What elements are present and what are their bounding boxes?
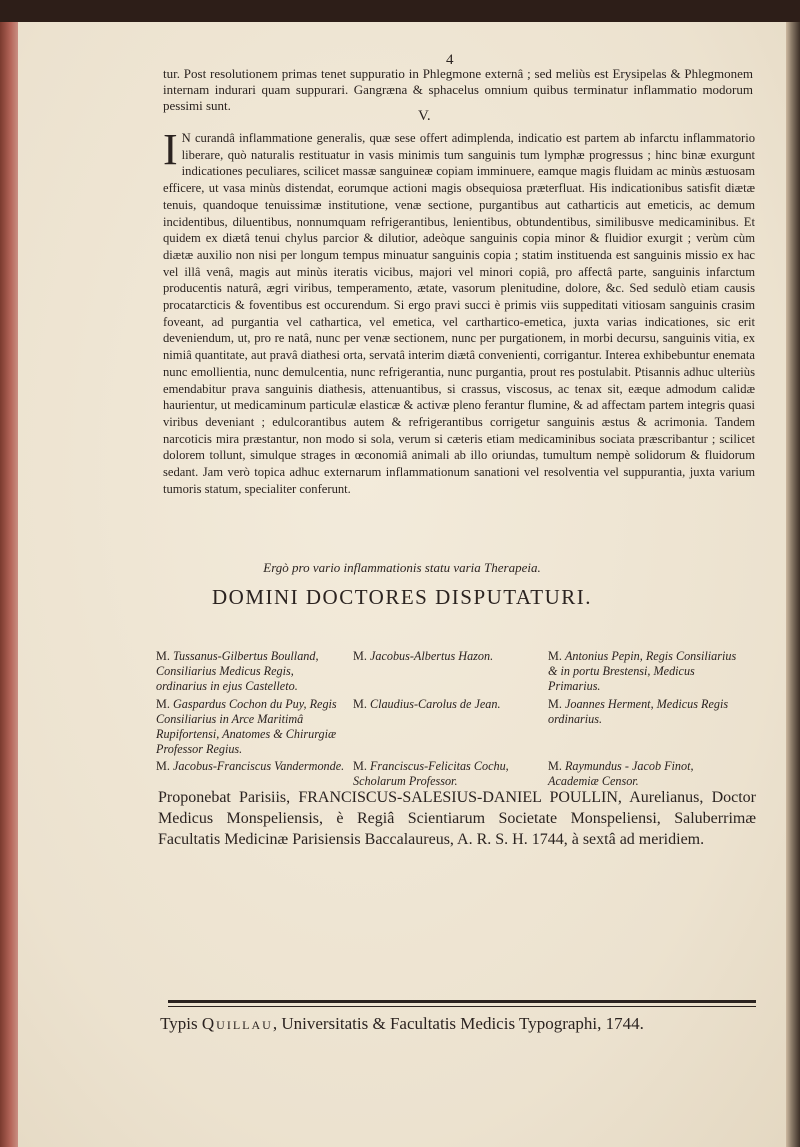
proponebat-paragraph: Proponebat Parisiis, FRANCISCUS-SALESIUS-DANIEL POULLIN, Aurelianus, Doctor Medicus Monspeliensis, è Regiâ Scientiarum Societate Monspeliensi, Saluberrimæ Facultatis Medicinæ Parisiensis Baccalaureus, A. R. S. H. 1744, à sextâ ad meridiem. [158,789,756,848]
book-binding-top [0,0,800,22]
doctor-entry: M. Jacobus-Albertus Hazon. [353,649,494,663]
divider-thick [168,1000,756,1003]
doctor-entry: M. Gaspardus Cochon du Puy, Regis Consiliarius in Arce Maritimâ Rupifortensi, Anatomes & Chirurgiæ Professor Regius. [156,697,337,756]
section-number: V. [418,108,431,124]
printer-name: Quillau [201,1014,273,1033]
disputants-heading: DOMINI DOCTORES DISPUTATURI. [211,585,593,609]
doctor-entry: M. Raymundus - Jacob Finot, Academiæ Censor. [548,759,694,788]
page-sheet [18,22,786,1147]
book-edge-left [0,22,18,1147]
printer-imprint: Typis Quillau, Universitatis & Facultatis Medicis Typographi, 1744. [160,1014,644,1033]
doctor-entry: M. Antonius Pepin, Regis Consiliarius & in portu Brestensi, Medicus Primarius. [548,649,737,693]
doctor-entry: M. Jacobus-Franciscus Vandermonde. [156,759,345,773]
opening-paragraph: tur. Post resolutionem primas tenet suppuratio in Phlegmone externâ ; sed meliùs est Erysipelas & Phlegmonem internam indurari quam suppurari. Gangræna & sphacelus omnium quibus terminatur inflammatio modorum pessimi sunt. [163,66,753,113]
main-paragraph-text: N curandâ inflammatione generalis, quæ sese offert adimplenda, indicatio est partem ab infarctu inflammatorio liberare, quò naturalis restituatur in vasis minimis tum sanguinis tum lymphæ progressus ; hinc binæ exurgunt indicationes peculiares, scilicet massæ sanguineæ copiam imminuere, eamque magis fluidam ac minùs æstuosam efficere, ut vasa minùs distendat, eorumque actioni magis obsequiosa præterfluat. His indicationibus satisfit diætæ tenuis, quandoque tenuissimæ institutione, venæ sectione, purgantibus aut catharticis aut emeticis, ac demum incidentibus, diluentibus, nonnumquam refrigerantibus, lenientibus, obtundentibus, similibusve medicaminibus. Et quidem ex diætâ tenui chylus parcior & dilutior, adeòque sanguinis copia minor & fluidior exurgit ; verùm cùm diætæ auxilio non nisi per longum tempus minuatur sanguinis copia ; statim instituenda est sanguinis missio ex hac vel illâ venâ, magis aut minùs iteratis vicibus, majori vel minori copiâ, pro affectâ parte, sanguinis infarctum producentis naturâ, ægri viribus, temperamento, ætate, vasorum plenitudine, dolore, &c. Sed sedulò etiam causis procatarcticis & foventibus est occurendum. Si ergo pravi succi è primis viis suppeditati vitiosam sanguinis crasim foveant, ad purgantia vel cathartica, vel emetica, vel carthartico-emetica, juxta varias indicationes, sic erit deveniendum, ut, pro re natâ, nunc per venæ sectionem, nunc per purgationem, in morbi decursu, sanguinis vitia, ex nimiâ quantitate, aut pravâ diathesi orta, servatâ interim diætâ convenienti, corrigantur. Interea exhibebuntur enemata nunc emollientia, nunc demulcentia, nunc refrigerantia, nunc purgantia, prout res postulabit. Ptisannis adhuc ulteriùs emendabitur prava sanguinis diathesis, attenuantibus, si crassus, viscosus, ac tenax sit, eæque admodum calidæ haurientur, ut medicaminum particulæ elasticæ & activæ pleno ferantur flumine, & ad affectam partem integris quasi viribus deveniant ; edulcorantibus autem & refrigerantibus corrigetur sanguinis æstus & acrimonia. Tandem narcoticis mira præstantur, non modo si sola, verum si cæteris etiam medicaminibus sociata præscribantur ; scilicet dolorem tollunt, simulque strages in œconomiâ animali ab illo oriundas, tumultum nempè solidorum & fluidorum sedant. Jam verò topica adhuc externarum inflammationum sanationi vel resolventia vel suppurantia, juxta varium tumoris statum, specialiter conferunt. [163,131,755,496]
doctor-entry: M. Joannes Herment, Medicus Regis ordinarius. [548,697,729,726]
book-edge-right [786,22,800,1147]
page-number: 4 [446,52,454,68]
main-paragraph [163,125,755,497]
doctor-entry: M. Tussanus-Gilbertus Boulland, Consiliarius Medicus Regis, ordinarius in ejus Castelleto. [156,649,319,693]
doctor-entry: M. Franciscus-Felicitas Cochu, Scholarum Professor. [353,759,509,788]
doctor-entry: M. Claudius-Carolus de Jean. [353,697,501,711]
divider-thin [168,1006,756,1007]
conclusion-line: Ergò pro vario inflammationis statu varia Therapeia. [263,560,541,575]
drop-capital: I [163,125,178,174]
